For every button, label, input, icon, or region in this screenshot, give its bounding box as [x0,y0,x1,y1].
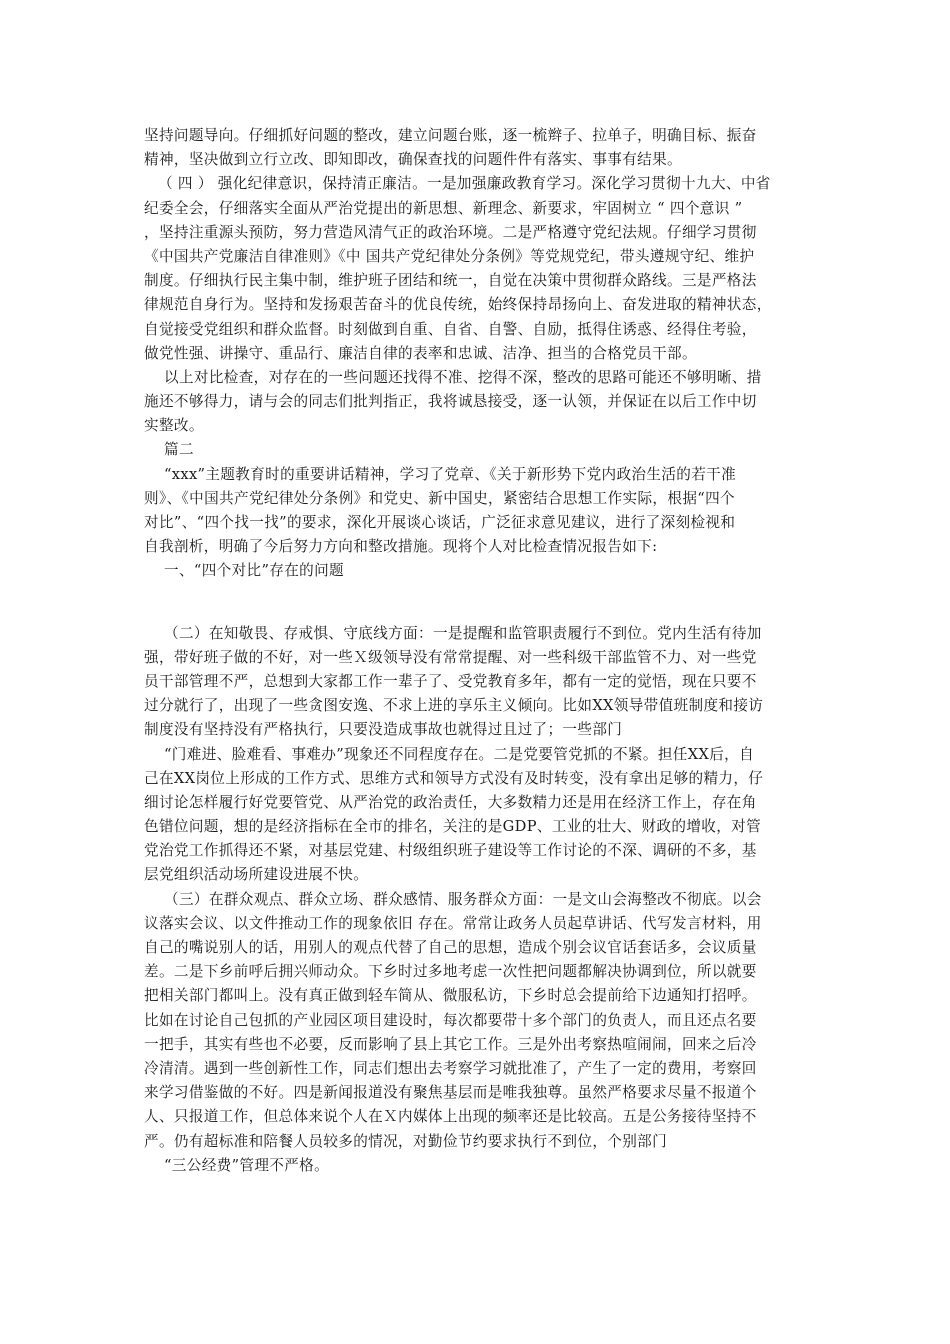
paragraph-block3 [144,366,808,439]
text-line: 己在XX岗位上形成的工作方式、思维方式和领导方式没有及时转变，没有拿出足够的精力，仔 [144,769,764,787]
paragraph-block8 [144,1154,808,1178]
text-line: 一把手，其实有些也不必要，反而影响了县上其它工作。三是外出考察热喧闹闹，回来之后冷 [144,1035,757,1053]
text-line: 精神，坚决做到立行立改、即知即改，确保查找的问题件件有落实、事事有结果。 [144,151,682,169]
text-line: 差。二是下乡前呼后拥兴师动众。下乡时过多地考虑一次性把问题都解决协调到位，所以就要 [144,963,757,981]
text-line: 自觉接受党组织和群众监督。时刻做到自重、自省、自警、自励，抵得住诱惑、经得住考验， [144,320,757,338]
paragraph-block2 [144,172,808,366]
heading-section1: 一、“四个对比”存在的问题 [164,562,345,580]
text-line: （三）在群众观点、群众立场、群众感情、服务群众方面：一是文山会海整改不彻底。以会 [164,890,762,908]
text-line: 人、只报道工作，但总体来说个人在Ｘ内媒体上出现的频率还是比较高。五是公务接待坚持不 [144,1108,757,1126]
text-line: 过分就行了，出现了一些贪图安逸、不求上进的享乐主义倾向。比如XX领导带值班制度和接访 [144,697,764,715]
document-page [144,124,808,1178]
text-line: 自己的嘴说别人的话，用别人的观点代替了自己的思想，造成个别会议官话套话多，会议质量 [144,939,757,956]
text-line: 制度没有坚持没有严格执行，只要没造成事故也就得过且过了；一些部门 [144,721,623,739]
text-line: 以上对比检查，对存在的一些问题还找得不准、挖得不深，整改的思路可能还不够明晰、措 [164,368,762,386]
text-line: ，坚持注重源头预防，努力营造风清气正的政治环境。二是严格遵守党纪法规。仔细学习贯彻 [144,223,757,241]
text-line: 层党组织活动场所建设进展不快。 [144,866,369,884]
paragraph-block1 [144,124,808,172]
text-line: 做党性强、讲操守、重品行、廉洁自律的表率和忠诚、洁净、担当的合格党员干部。 [144,344,697,362]
text-line: “门难进、脸难看、事难办”现象还不同程度存在。二是党要管党抓的不紧。担任XX后，自 [164,745,755,763]
text-line: 实整改。 [144,417,204,435]
text-line: 色错位问题，想的是经济指标在全市的排名，关注的是GDP、工业的壮大、财政的增收，对管 [144,818,762,836]
text-line: 党治党工作抓得还不紧，对基层党建、村级组织班子建设等工作讨论的不深、调研的不多，基 [144,842,757,860]
text-line: 则》、《中国共产党纪律处分条例》和党史、新中国史，紧密结合思想工作实际，根据“四个 [144,489,735,507]
text-line: 纪委全会，仔细落实全面从严治党提出的新思想、新理念、新要求，牢固树立 “ 四个意识 ” [144,199,743,217]
paragraph-block5 [144,622,808,743]
text-line: 《中国共产党廉洁自律准则》《中 国共产党纪律处分条例》等党规党纪，带头遵规守纪、维护 [144,247,755,265]
paragraph-block7 [144,888,808,1154]
text-line: 强，带好班子做的不好，对一些Ｘ级领导没有常常提醒、对一些科级干部监管不力、对一些党 [144,648,757,666]
blank-gap [144,584,808,622]
text-line: 议落实会议、以文件推动工作的现象依旧 存在。常常让政务人员起草讲话、代写发言材料，用 [144,914,762,932]
heading-pian2: 篇二 [164,441,194,459]
paragraph-block4 [144,463,808,560]
text-line: （ 四 ） 强化纪律意识，保持清正廉洁。一是加强廉政教育学习。深化学习贯彻十九大、中省 [158,175,771,193]
text-line: 冷清清。遇到一些创新性工作，同志们想出去考察学习就批准了，产生了一定的费用，考察回 [144,1059,757,1077]
text-line: 来学习借鉴做的不好。四是新闻报道没有聚焦基层而是唯我独尊。虽然严格要求尽量不报道个 [144,1084,757,1102]
text-line: 对比”、“四个找一找”的要求，深化开展谈心谈话，广泛征求意见建议，进行了深刻检视和 [144,514,736,531]
text-line: “三公经费”管理不严格。 [164,1156,330,1174]
paragraph-block6 [144,743,808,888]
text-line: 比如在讨论自己包抓的产业园区项目建设时，每次都要带十多个部门的负责人，而且还点名要 [144,1011,757,1029]
text-line: 坚持问题导向。仔细抓好问题的整改，建立问题台账，逐一梳辫子、拉单子，明确目标、振奋 [144,127,757,144]
text-line: 律规范自身行为。坚持和发扬艰苦奋斗的优良传统，始终保持昂扬向上、奋发进取的精神状态， [144,296,772,314]
text-line: 自我剖析，明确了今后努力方向和整改措施。现将个人对比检查情况报告如下: [144,538,658,556]
text-line: 施还不够得力，请与会的同志们批判指正，我将诚恳接受，逐一认领，并保证在以后工作中切 [144,393,757,411]
text-line: 把相关部门都叫上。没有真正做到轻车简从、微服私访，下乡时总会提前给下边通知打招呼。 [144,987,757,1005]
text-line: （二）在知敬畏、存戒惧、守底线方面：一是提醒和监管职责履行不到位。党内生活有待加 [164,624,762,642]
text-line: 严。仍有超标准和陪餐人员较多的情况，对勤俭节约要求执行不到位，个别部门 [144,1132,668,1150]
text-line: “xxx”主题教育时的重要讲话精神，学习了党章、《关于新形势下党内政治生活的若干准 [164,465,737,483]
text-line: 细讨论怎样履行好党要管党、从严治党的政治责任，大多数精力还是用在经济工作上，存在角 [144,793,757,811]
text-line: 制度。仔细执行民主集中制，维护班子团结和统一，自觉在决策中贯彻群众路线。三是严格法 [144,272,757,290]
text-line: 员干部管理不严，总想到大家都工作一辈子了、受党教育多年，都有一定的觉悟，现在只要不 [144,672,757,690]
